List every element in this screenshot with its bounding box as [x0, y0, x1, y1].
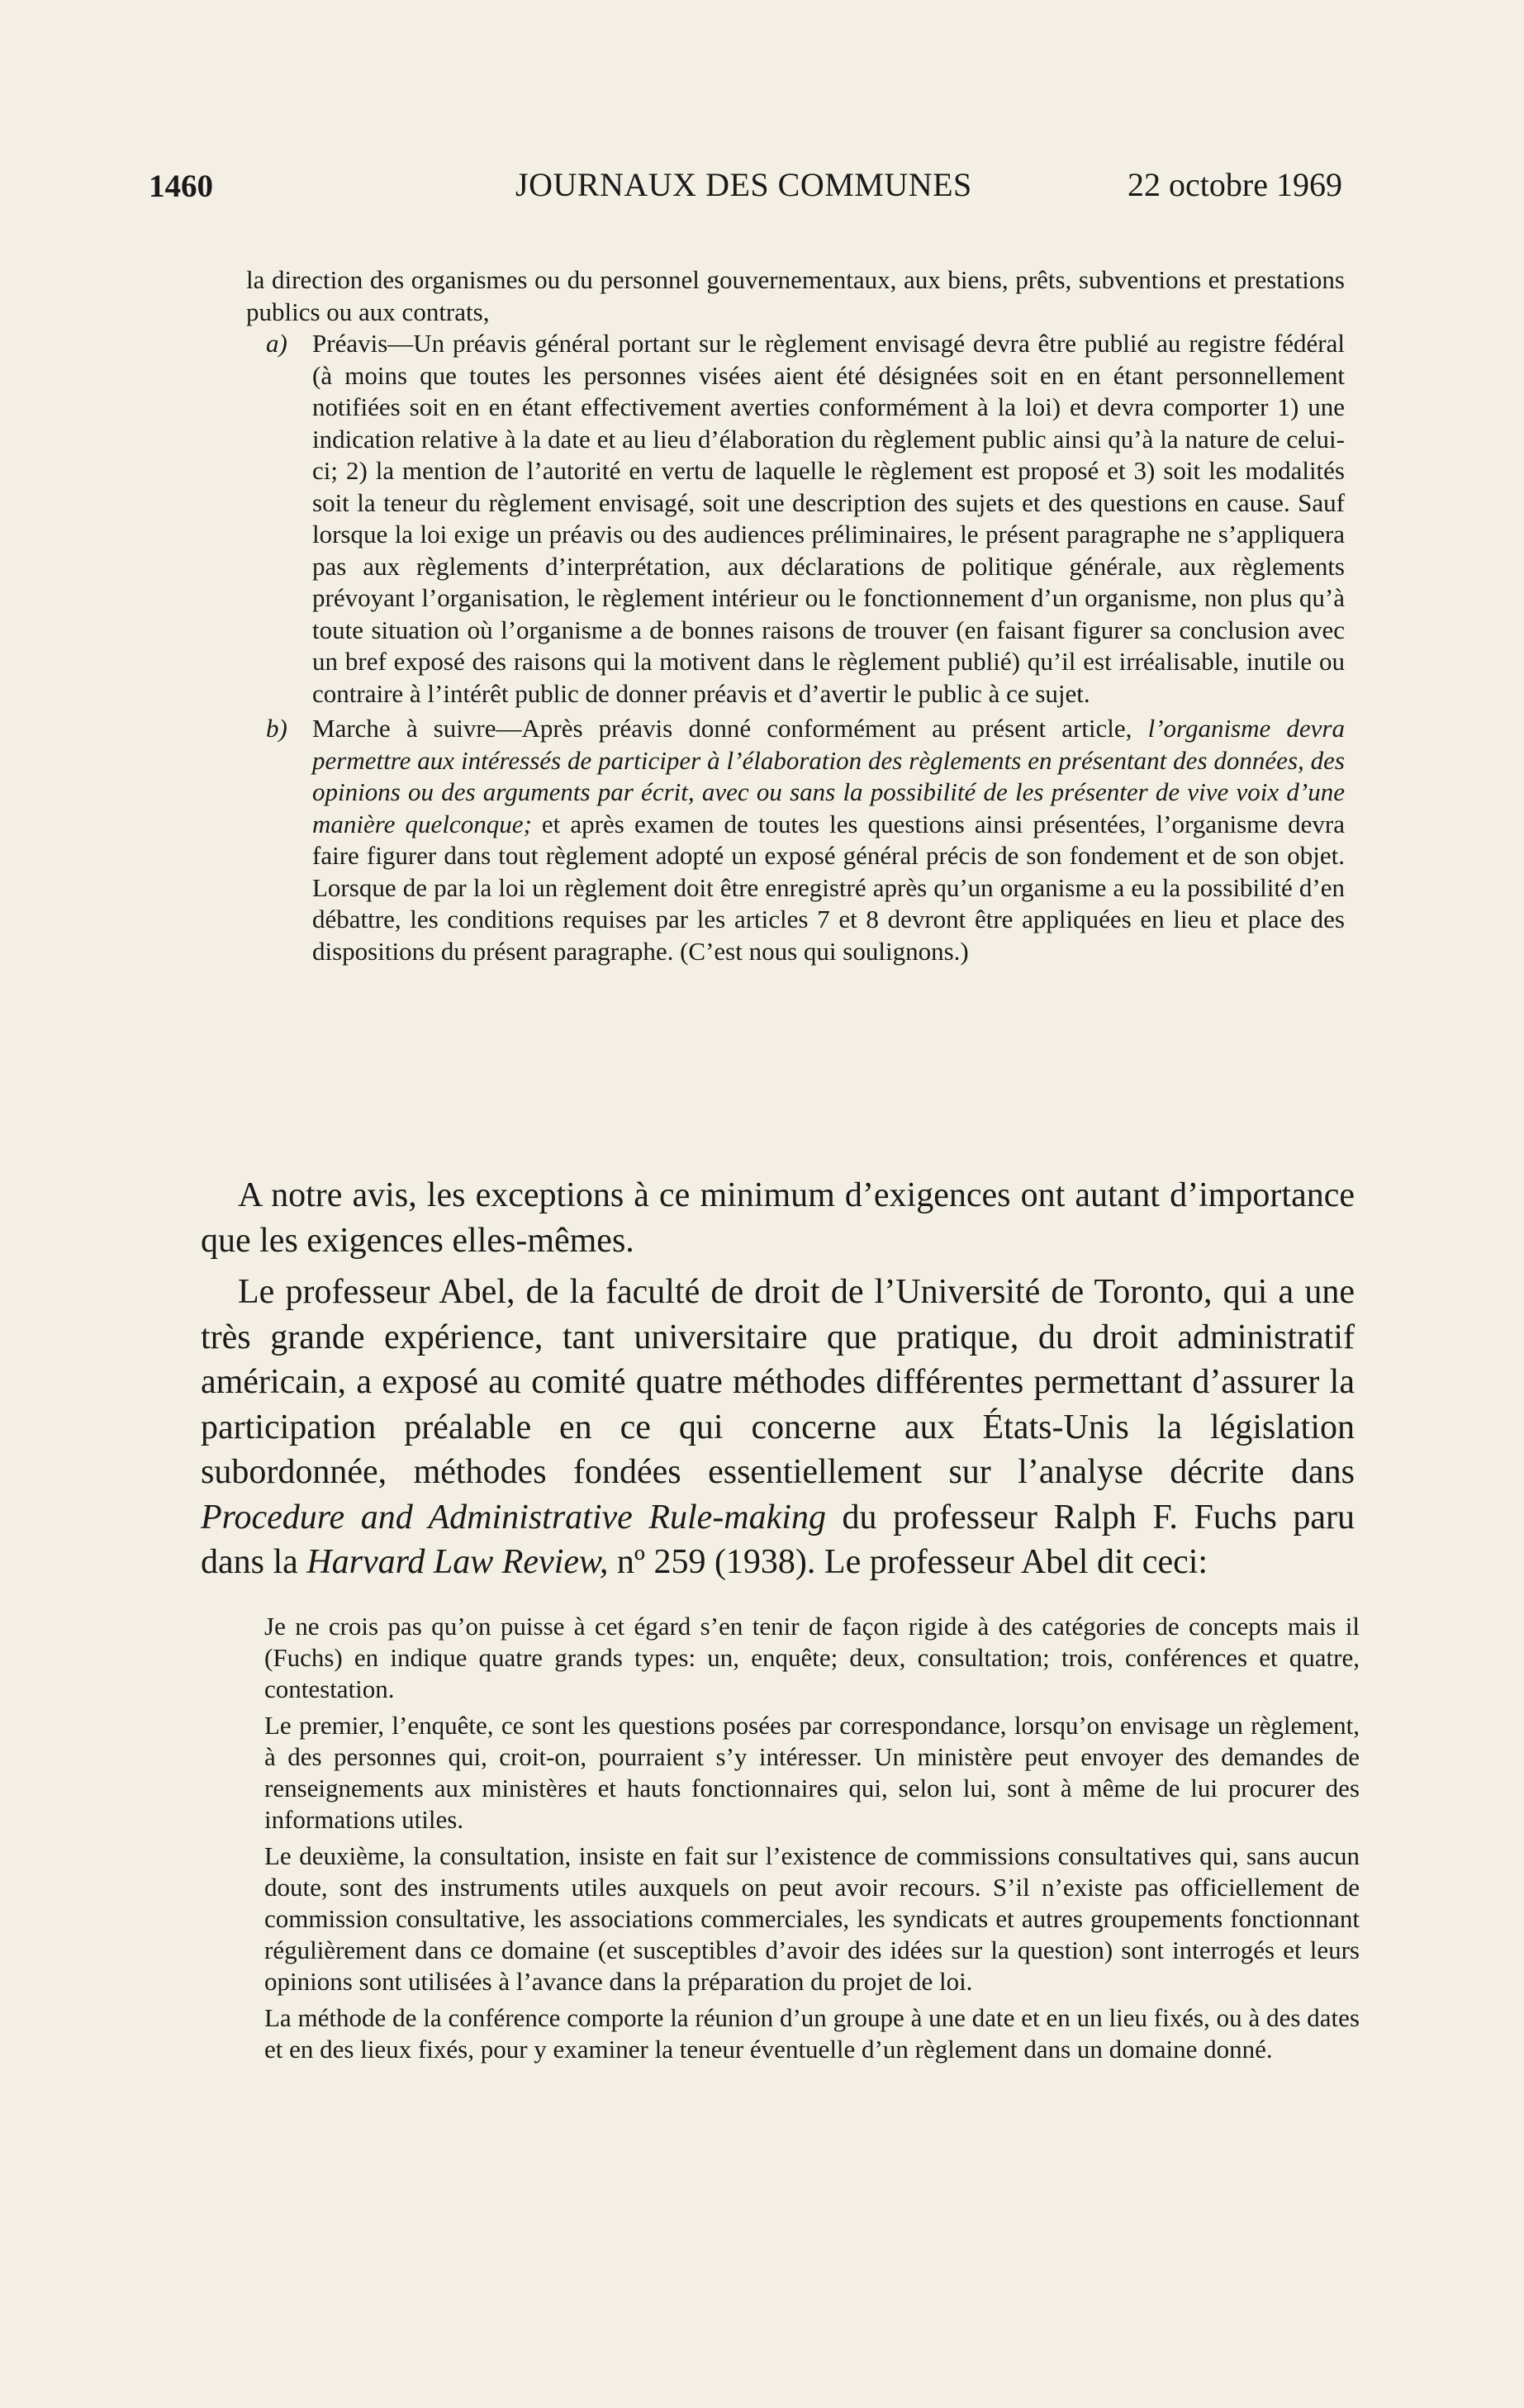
journal-title: JOURNAUX DES COMMUNES [515, 166, 972, 203]
paragraph-b-marker: b) [266, 714, 287, 743]
quoted-statute-block [246, 264, 1345, 967]
paragraph-b [246, 713, 1345, 967]
paragraph-b-italic-text: l’organisme devra permettre aux intéressés de participer à l’élaboration des règlements en présentant des données, des opinions ou des arguments par écrit, avec ou sans la possibilité de les présenter de vive voix d’une manière quelconque; [312, 714, 1345, 838]
body-paragraph-2-end: nº 259 (1938). Le professeur Abel dit ceci: [616, 1543, 1208, 1581]
paragraph-a [246, 328, 1345, 710]
quote-paragraph-4: La méthode de la conférence comporte la réunion d’un groupe à une date et en un lieu fixés, ou à des dates et en des lieux fixés, pour y examiner la teneur éventuelle d’un règlement dans un domaine donné. [264, 2003, 1360, 2064]
quote-intro: la direction des organismes ou du personnel gouvernementaux, aux biens, prêts, subventions et prestations publics ou aux contrats, [246, 265, 1345, 326]
page-number: 1460 [149, 169, 213, 204]
paragraph-b-text-start: Marche à suivre—Après préavis donné conformément au présent article, [312, 714, 1132, 743]
body-paragraph-2-mid: du professeur Ralph F. Fuchs paru dans la [201, 1498, 1355, 1581]
body-paragraph-1: A notre avis, les exceptions à ce minimum d’exigences ont autant d’importance que les exigences elles-mêmes. [201, 1176, 1355, 1260]
cited-title-harvard-law-review: Harvard Law Review, [306, 1543, 609, 1581]
body-paragraph-2 [201, 1270, 1355, 1585]
main-body-text [201, 1173, 1355, 1585]
abel-quotation-block [264, 1611, 1360, 2070]
quote-paragraph-1: Je ne crois pas qu’on puisse à cet égard s’en tenir de façon rigide à des catégories de concepts mais il (Fuchs) en indique quatre grands types: un, enquête; deux, consultation; trois, conférences et quatre, contestation. [264, 1612, 1360, 1703]
quote-paragraph-2: Le premier, l’enquête, ce sont les questions posées par correspondance, lorsqu’on envisage un règlement, à des personnes qui, croit-on, pourraient s’y intéresser. Un ministère peut envoyer des demandes de renseignements aux ministères et hauts fonctionnaires qui, selon lui, sont à même de lui procurer des informations utiles. [264, 1711, 1360, 1834]
paragraph-a-marker: a) [266, 329, 287, 358]
issue-date: 22 octobre 1969 [1128, 166, 1342, 203]
cited-title-procedure: Procedure and Administrative Rule-making [201, 1498, 826, 1536]
paragraph-a-text: Préavis—Un préavis général portant sur le règlement envisagé devra être publié au registre fédéral (à moins que toutes les personnes visées aient été désignées soit en en étant personnellement notifiées soit en en étant effectivement averties conformément à la loi) et devra comporter 1) une indication relative à la date et au lieu d’élaboration du règlement public ainsi qu’à la nature de celui-ci; 2) la mention de l’autorité en vertu de laquelle le règlement est proposé et 3) soit les modalités soit la teneur du règlement envisagé, soit une description des sujets et des questions en cause. Sauf lorsque la loi exige un préavis ou des audiences préliminaires, le présent paragraphe ne s’appliquera pas aux règlements d’interprétation, aux déclarations de politique générale, aux règlements prévoyant l’organisation, le règlement intérieur ou le fonctionnement d’un organisme, non plus qu’à toute situation où l’organisme a de bonnes raisons de trouver (en faisant figurer sa conclusion avec un bref exposé des raisons qui la motivent dans le règlement publié) qu’il est irréalisable, inutile ou contraire à l’intérêt public de donner préavis et d’avertir le public à ce sujet. [312, 329, 1345, 708]
body-paragraph-2-start: Le professeur Abel, de la faculté de droit de l’Université de Toronto, qui a une très grande expérience, tant universitaire que pratique, du droit administratif américain, a exposé au comité quatre méthodes différentes permettant d’assurer la participation préalable en ce qui concerne aux États-Unis la législation subordonnée, méthodes fondées essentiellement sur l’analyse décrite dans [201, 1273, 1355, 1491]
quote-paragraph-3: Le deuxième, la consultation, insiste en fait sur l’existence de commissions consultatives qui, sans aucun doute, sont des instruments utiles auxquels on peut avoir recours. S’il n’existe pas officiellement de commission consultative, les associations commerciales, les syndicats et autres groupements fonctionnant régulièrement dans ce domaine (et susceptibles d’avoir des idées sur la question) sont interrogés et leurs opinions sont utilisées à l’avance dans la préparation du projet de loi. [264, 1841, 1360, 1996]
paragraph-b-text-end: et après examen de toutes les questions ainsi présentées, l’organisme devra faire figurer dans tout règlement adopté un exposé général précis de son fondement et de son objet. Lorsque de par la loi un règlement doit être enregistré après qu’un organisme a eu la possibilité d’en débattre, les conditions requises par les articles 7 et 8 devront être appliquées en lieu et place des dispositions du présent paragraphe. (C’est nous qui soulignons.) [312, 809, 1345, 966]
